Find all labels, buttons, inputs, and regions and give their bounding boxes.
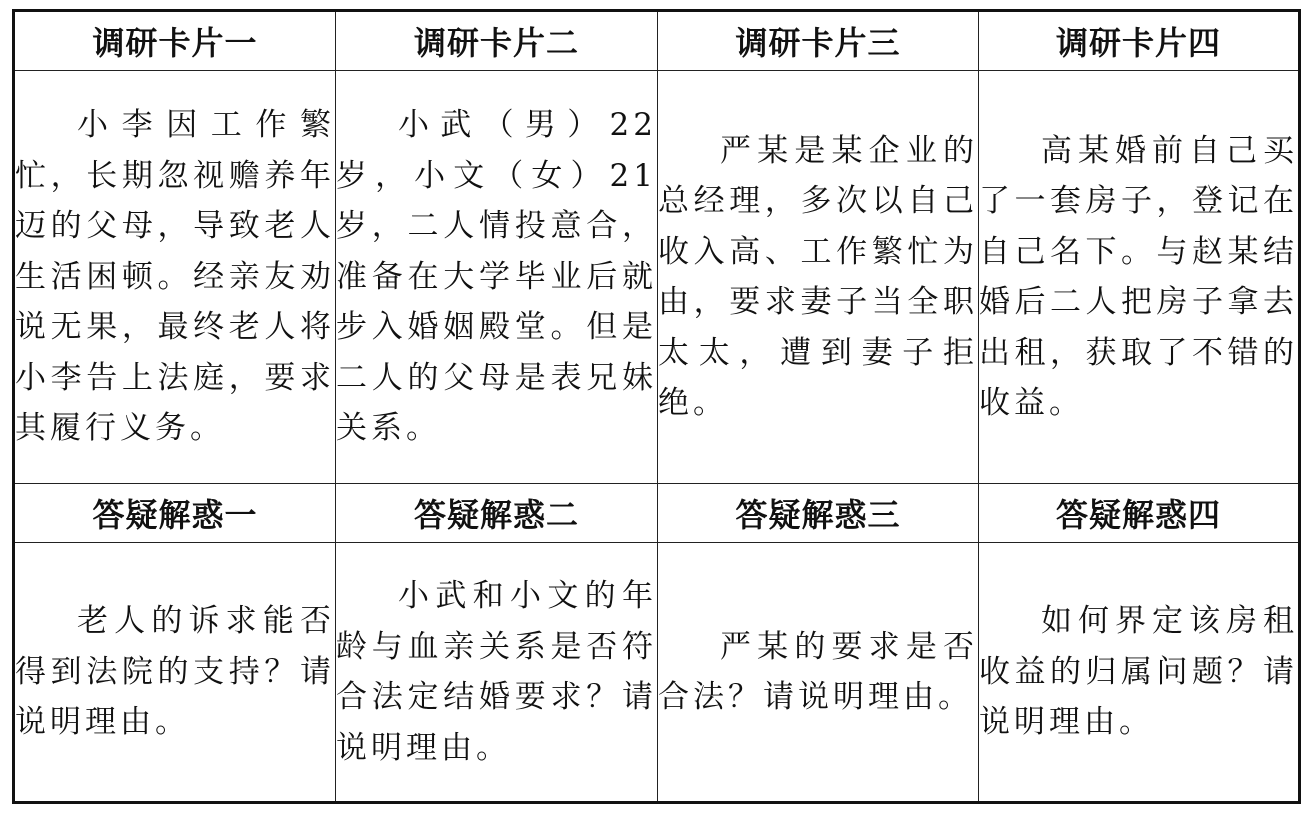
card-header-4: 调研卡片四 xyxy=(979,11,1300,71)
question-header-row xyxy=(14,484,1300,543)
question-cell-2 xyxy=(336,543,658,803)
card-header-2: 调研卡片二 xyxy=(336,11,658,71)
question-text-4: 如何界定该房租收益的归属问题？请说明理由。 xyxy=(979,603,1298,741)
card-header-3: 调研卡片三 xyxy=(658,11,979,71)
question-text-3: 严某的要求是否合法？请说明理由。 xyxy=(658,628,978,715)
question-cell-4 xyxy=(979,543,1300,803)
question-content-row xyxy=(14,543,1300,803)
question-header-4: 答疑解惑四 xyxy=(979,484,1300,543)
question-cell-3 xyxy=(658,543,979,803)
question-header-2: 答疑解惑二 xyxy=(336,484,658,543)
survey-card-table xyxy=(12,9,1301,804)
survey-table-sheet xyxy=(12,9,1298,809)
card-text-1: 小李因工作繁忙，长期忽视赡养年迈的父母，导致老人生活困顿。经亲友劝说无果，最终老人将小李告上法庭，要求其履行义务。 xyxy=(15,107,335,447)
question-cell-1 xyxy=(14,543,336,803)
question-text-2: 小武和小文的年龄与血亲关系是否符合法定结婚要求？请说明理由。 xyxy=(336,578,657,766)
card-text-4: 高某婚前自己买了一套房子，登记在自己名下。与赵某结婚后二人把房子拿去出租，获取了不错的收益。 xyxy=(979,132,1298,421)
card-text-2: 小武（男）22岁，小文（女）21岁，二人情投意合，准备在大学毕业后就步入婚姻殿堂。但是二人的父母是表兄妹关系。 xyxy=(336,107,657,447)
question-header-3: 答疑解惑三 xyxy=(658,484,979,543)
card-header-row xyxy=(14,11,1300,71)
question-header-1: 答疑解惑一 xyxy=(14,484,336,543)
card-header-1: 调研卡片一 xyxy=(14,11,336,71)
card-text-3: 严某是某企业的总经理，多次以自己收入高、工作繁忙为由，要求妻子当全职太太，遭到妻子拒绝。 xyxy=(658,132,978,421)
question-text-1: 老人的诉求能否得到法院的支持？请说明理由。 xyxy=(15,603,335,741)
card-cell-1 xyxy=(14,71,336,484)
card-cell-2 xyxy=(336,71,658,484)
card-cell-4 xyxy=(979,71,1300,484)
card-content-row xyxy=(14,71,1300,484)
card-cell-3 xyxy=(658,71,979,484)
